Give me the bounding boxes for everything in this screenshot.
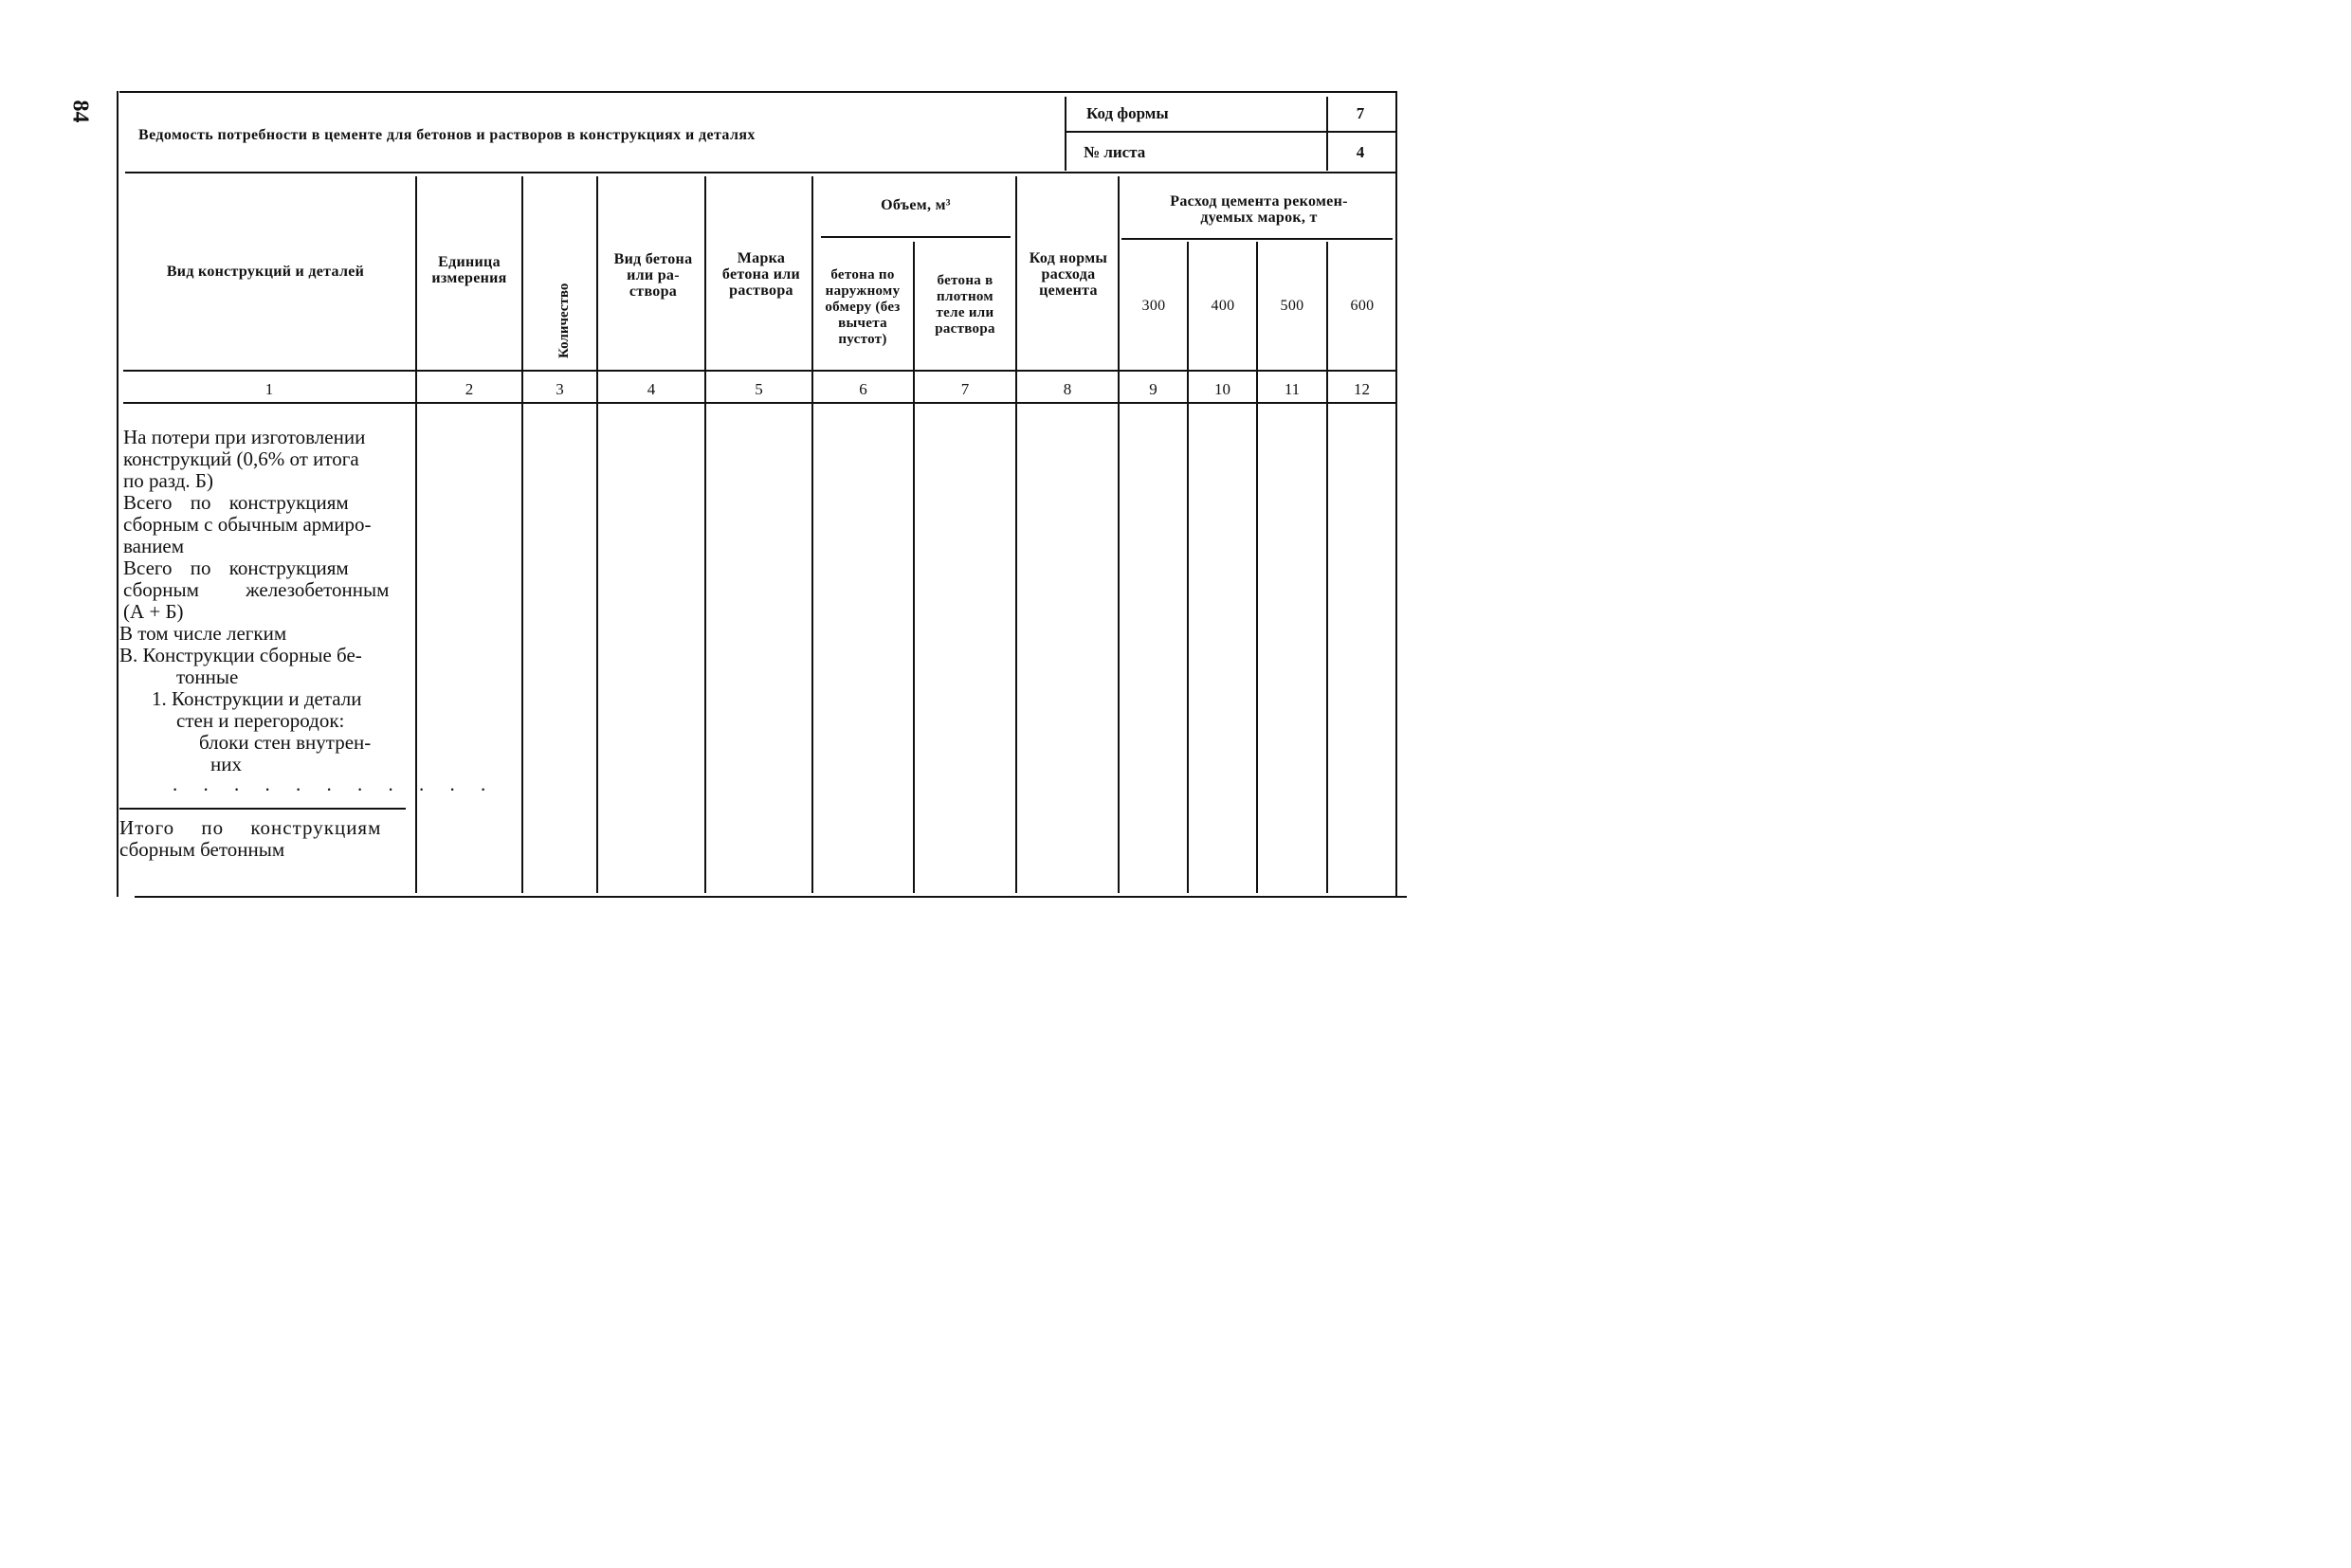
sheet-number-value: 4 (1356, 143, 1365, 161)
row-section-v-header (119, 645, 362, 688)
row-total-prefab-concrete-line-2: сборным бетонным (119, 838, 285, 861)
cement-group-line (1121, 238, 1393, 240)
col-number-12: 12 (1354, 380, 1370, 398)
header-top-line (125, 172, 1395, 173)
col-header-cement-norm-code-line-1: Код нормы (1029, 250, 1108, 266)
cement-group-header (1121, 193, 1396, 226)
col-line-9 (1187, 242, 1189, 893)
row-total-ordinary-reinforcement (123, 492, 372, 557)
col-header-quantity: Количество (556, 283, 572, 358)
col-header-cement-norm-code-line-2: расхода (1041, 266, 1096, 283)
col-line-11 (1326, 242, 1328, 893)
col-header-volume-outer-line-1: бетона по (830, 267, 895, 283)
col-header-concrete-type-line-3: створа (629, 283, 678, 300)
col-header-volume-dense (915, 273, 1015, 337)
row-production-losses-line-3: по разд. Б) (123, 469, 213, 492)
col-header-grade-500: 500 (1280, 298, 1304, 314)
col-number-10: 10 (1214, 380, 1230, 398)
row-total-reinforced-concrete-line-1: Всего по конструкциям (123, 556, 349, 579)
total-separator-line (119, 808, 406, 810)
col-header-cement-norm-code (1017, 250, 1120, 299)
row-total-reinforced-concrete (123, 557, 389, 623)
volume-group-header: Объем, м³ (881, 197, 951, 213)
col-header-unit (417, 254, 521, 286)
col-header-grade-400: 400 (1211, 298, 1235, 314)
col-number-11: 11 (1284, 380, 1301, 398)
col-header-concrete-grade (708, 250, 814, 299)
col-line-10 (1256, 242, 1258, 893)
volume-group-line (821, 236, 1011, 238)
col-number-4: 4 (647, 380, 656, 398)
row-production-losses (123, 427, 365, 492)
col-header-concrete-grade-line-3: раствора (729, 283, 793, 299)
row-total-ordinary-reinforcement-line-2: сборным с обычным армиро- (123, 513, 372, 536)
row-internal-wall-blocks (199, 732, 371, 775)
col-header-volume-outer-line-5: пустот) (838, 332, 887, 347)
row-total-reinforced-concrete-line-3: (А + Б) (123, 600, 184, 623)
row-ellipsis: . . . . . . . . . . . (173, 773, 497, 795)
col-header-volume-dense-line-2: плотном (937, 289, 993, 304)
row-production-losses-line-1: На потери при изготовлении (123, 426, 366, 448)
col-number-8: 8 (1063, 380, 1072, 398)
col-header-unit-line-2: измерения (431, 270, 507, 286)
col-header-concrete-type-line-2: или ра- (627, 267, 680, 283)
col-number-3: 3 (556, 380, 564, 398)
form-value-divider (1326, 97, 1328, 171)
col-header-grade-600: 600 (1350, 298, 1375, 314)
row-total-ordinary-reinforcement-line-1: Всего по конструкциям (123, 491, 349, 514)
form-row-divider (1066, 131, 1396, 133)
header-bottom-line (123, 370, 1395, 372)
col-number-7: 7 (960, 380, 970, 398)
row-section-v-header-line-1: В. Конструкции сборные бе- (119, 644, 362, 666)
row-total-prefab-concrete (119, 817, 381, 861)
row-production-losses-line-2: конструкций (0,6% от итога (123, 447, 359, 470)
cement-group-header-line-2: дуемых марок, т (1200, 210, 1318, 226)
col-header-concrete-type-line-1: Вид бетона (613, 251, 693, 267)
row-total-ordinary-reinforcement-line-3: ванием (123, 535, 185, 557)
col-header-volume-dense-line-3: теле или (936, 305, 994, 320)
cement-group-header-line-1: Расход цемента рекомен- (1170, 193, 1348, 210)
bottom-border (135, 896, 1407, 898)
col-line-2 (521, 176, 523, 893)
row-wall-structures-line-1: 1. Конструкции и детали (152, 687, 362, 710)
document-title: Ведомость потребности в цементе для бетонов и растворов в конструкциях и деталях (138, 127, 756, 143)
col-line-3 (596, 176, 598, 893)
col-header-volume-dense-line-1: бетона в (937, 273, 993, 288)
left-border (117, 91, 118, 897)
row-section-v-header-line-2: тонные (176, 665, 239, 688)
col-header-volume-outer-line-4: вычета (838, 316, 887, 331)
row-including-lightweight: В том числе легким (119, 622, 287, 645)
col-header-grade-300: 300 (1141, 298, 1166, 314)
row-total-reinforced-concrete-line-2: сборным железобетонным (123, 578, 390, 601)
col-header-unit-line-1: Единица (438, 254, 501, 270)
row-total-prefab-concrete-line-1: Итого по конструкциям (119, 816, 382, 839)
numbers-bottom-line (123, 402, 1395, 404)
col-header-concrete-grade-line-2: бетона или (721, 266, 801, 283)
col-number-9: 9 (1149, 380, 1157, 398)
col-number-6: 6 (859, 380, 867, 398)
col-number-5: 5 (755, 380, 763, 398)
row-wall-structures-line-2: стен и перегородок: (176, 709, 345, 732)
row-wall-structures (152, 688, 362, 732)
col-number-1: 1 (264, 380, 274, 398)
row-internal-wall-blocks-line-2: них (210, 753, 242, 775)
row-internal-wall-blocks-line-1: блоки стен внутрен- (199, 731, 372, 754)
col-header-volume-dense-line-4: раствора (935, 321, 995, 337)
col-header-cement-norm-code-line-3: цемента (1039, 283, 1098, 299)
form-box-divider (1065, 97, 1066, 171)
form-code-value: 7 (1356, 104, 1365, 122)
col-header-concrete-type (600, 251, 706, 300)
page-number: 84 (67, 100, 93, 123)
col-header-volume-outer-line-3: обмеру (без (825, 300, 901, 315)
col-header-concrete-grade-line-1: Марка (737, 250, 786, 266)
sheet-number-label: № листа (1084, 143, 1146, 161)
col-number-2: 2 (465, 380, 474, 398)
col-header-construction-type: Вид конструкций и деталей (166, 264, 365, 280)
col-header-volume-outer-line-2: наружному (825, 283, 901, 299)
form-code-label: Код формы (1086, 104, 1169, 122)
top-border (119, 91, 1397, 93)
col-header-volume-outer (811, 267, 914, 348)
